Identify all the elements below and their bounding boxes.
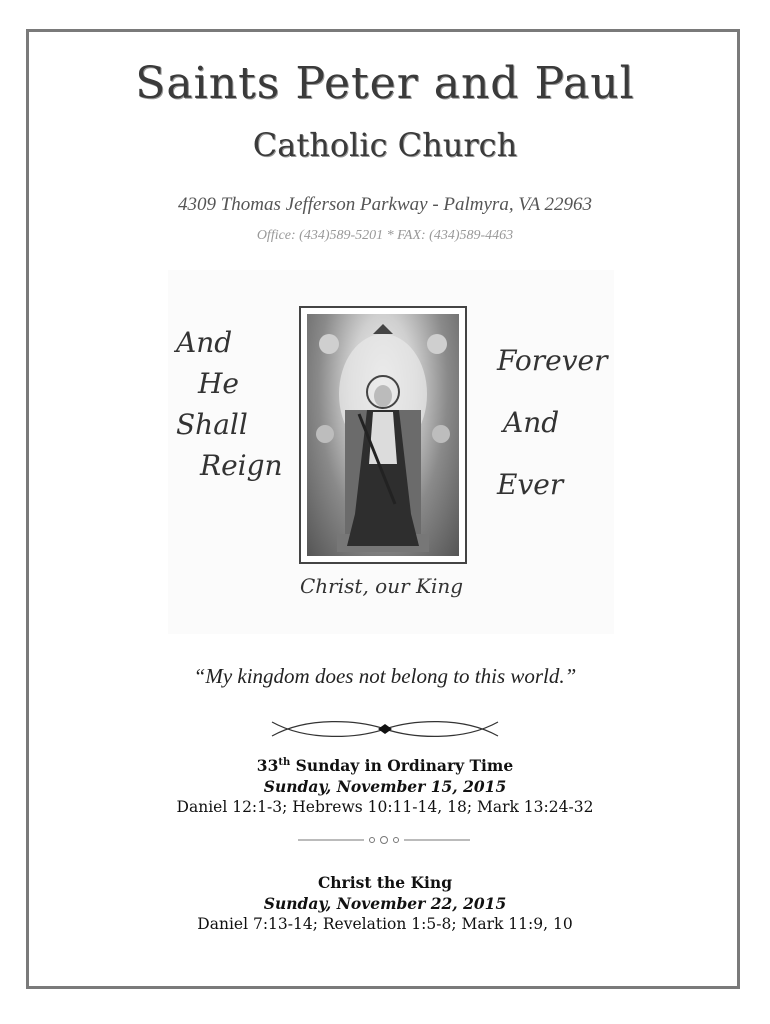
scripture-quote: “My kingdom does not belong to this world.” [193,664,577,688]
week-title [0,752,770,776]
church-type: Catholic Church [252,126,518,164]
week-date: Sunday, November 15, 2015 [263,777,507,797]
right-word: Forever [497,344,608,377]
left-script-text [176,322,283,486]
week-ordinal-suffix: th [278,757,291,768]
week-ordinal: 33 [256,756,279,776]
image-caption: Christ, our King [300,574,464,598]
week-readings: Daniel 7:13-14; Revelation 1:5-8; Mark 11:9, 10 [197,915,573,933]
christ-the-king-info [0,872,770,935]
left-word: And [176,326,233,359]
week-33-info [0,752,770,818]
church-address: 4309 Thomas Jefferson Parkway - Palmyra, VA 22963 [177,194,593,215]
christ-the-king-image [299,306,467,564]
week-title: Christ the King [317,873,453,892]
week-readings: Daniel 12:1-3; Hebrews 10:11-14, 18; Mark 13:24-32 [176,798,594,817]
christ-figure-icon [307,314,459,556]
right-word: Ever [497,468,564,501]
divider-ornament-icon [296,832,472,848]
left-word: Shall [176,408,248,441]
week-date: Sunday, November 22, 2015 [263,894,507,913]
church-phones: Office: (434)589-5201 * FAX: (434)589-4463 [256,228,514,243]
church-name: Saints Peter and Paul [135,58,635,109]
left-word: Reign [200,449,283,482]
right-word: And [503,406,560,439]
right-script-text [497,330,607,516]
ornamental-flourish-icon [268,712,502,746]
week-title-rest: Sunday in Ordinary Time [290,756,514,776]
left-word: He [198,367,239,400]
